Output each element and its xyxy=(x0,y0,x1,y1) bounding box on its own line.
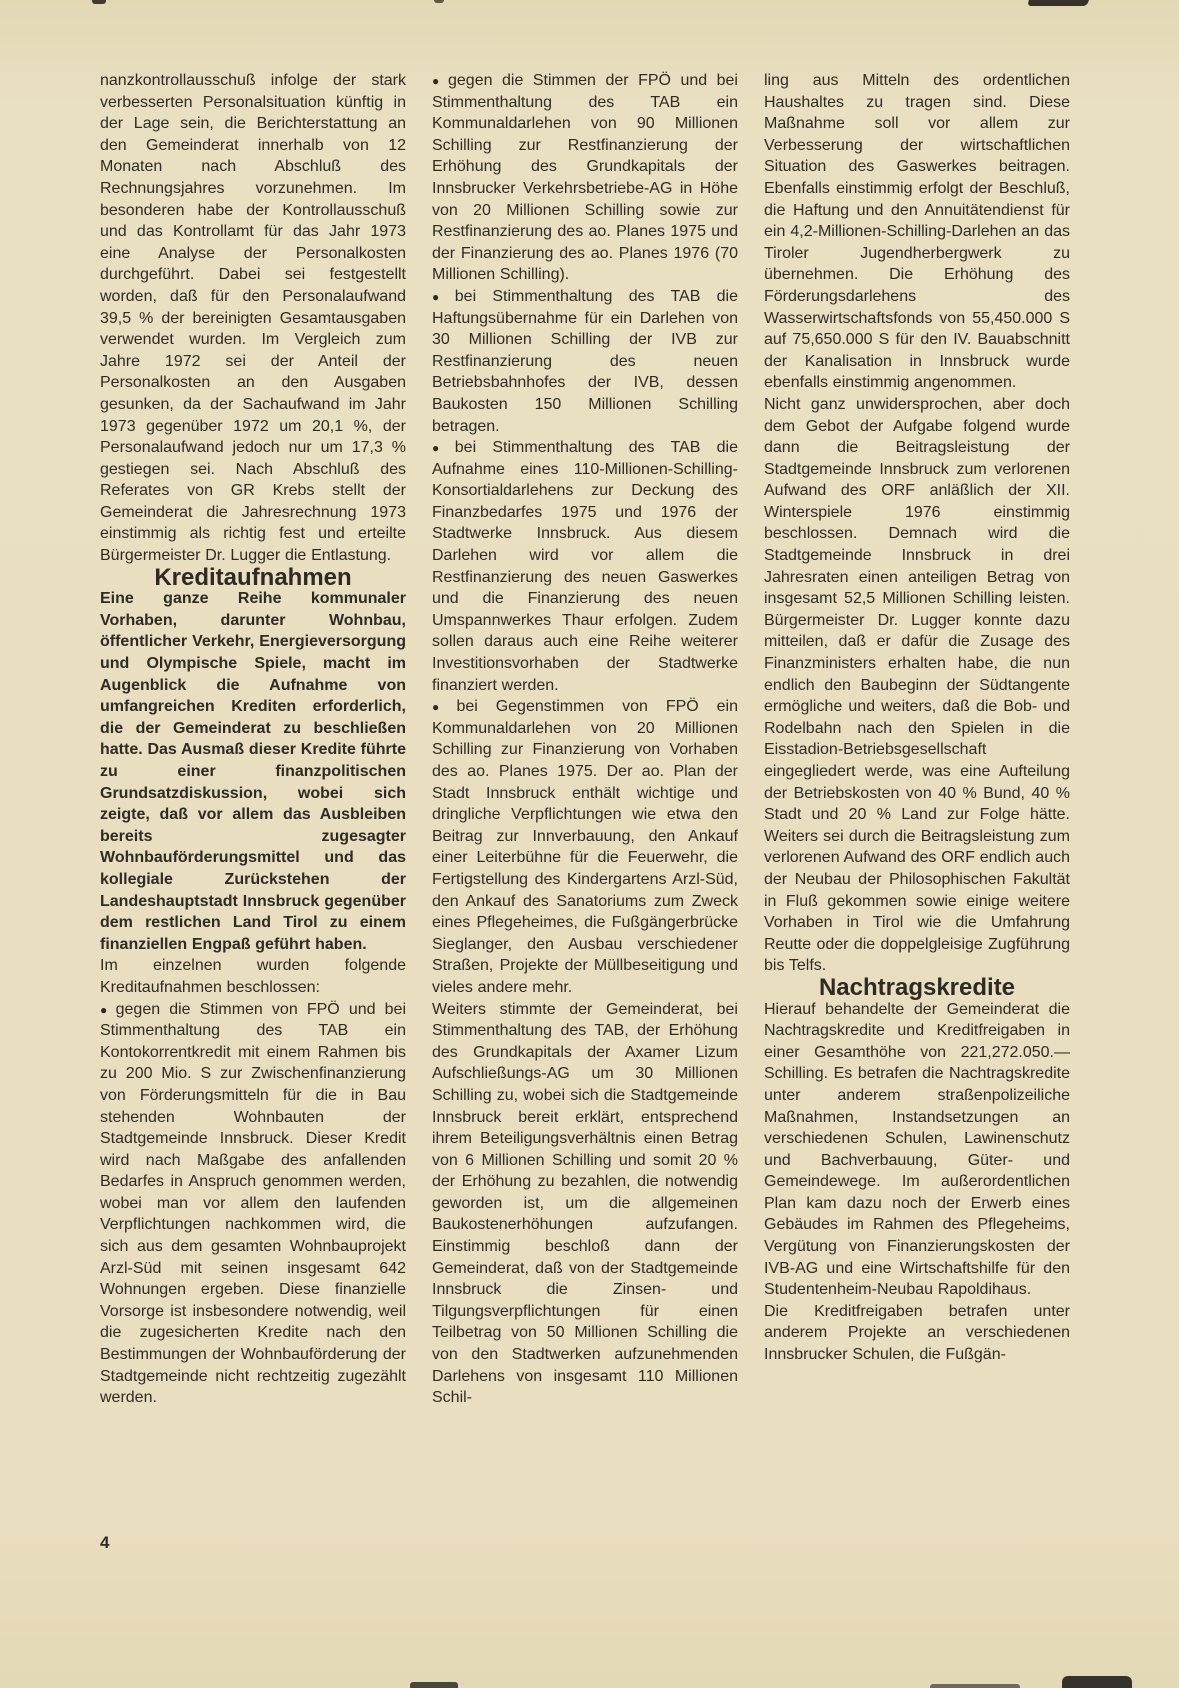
bullet-icon: ● xyxy=(432,700,453,715)
paragraph: Im einzelnen wurden folgende Kreditaufnahmen beschlossen: xyxy=(100,957,406,996)
paragraph: Hierauf behandelte der Gemeinderat die Nachtragskredite und Kreditfreigaben in einer Gesamthöhe von 221,272.050.— Schilling. Es betrafen die Nachtragskredite unter anderem straßenpolizeiliche Maßnahmen, Instandsetzungen an verschiedenen Schulen, Lawinenschutz und Bachverbauung, Güter- und Gemeindewege. Im außerordentlichen Plan kam dazu noch der Erwerb eines Gebäudes im Rahmen des Pflegeheims, Vergütung von Finanzierungskosten der IVB-AG und eine Wirtschaftshilfe für den Studentenheim-Neubau Rapoldihaus. xyxy=(764,1000,1070,1299)
text-column-2 xyxy=(432,70,738,1409)
paragraph: Nicht ganz unwidersprochen, aber doch dem Gebot der Aufgabe folgend wurde dann die Beitragsleistung der Stadtgemeinde Innsbruck zum verlorenen Aufwand des ORF anläßlich der XII. Winterspiele 1976 einstimmig beschlossen. Demnach wird die Stadtgemeinde Innsbruck in drei Jahresraten einen anteiligen Betrag von insgesamt 52,5 Millionen Schilling leisten. Bürgermeister Dr. Lugger konnte dazu mitteilen, daß er dafür die Zusage des Finanzministers erhalten habe, die nun endlich den Baubeginn der Südtangente ermögliche und weiters, daß die Bob- und Rodelbahn nach den Spielen in die Eisstadion-Betriebsgesellschaft eingegliedert werde, was eine Aufteilung der Betriebskosten von 40 % Bund, 40 % Stadt und 20 % Land zur Folge hätte. Weiters sei durch die Beitragsleistung zum verlorenen Aufwand des ORF endlich auch der Neubau der Philosophischen Fakultät in Fluß gekommen sowie einige weitere Vorhaben in Tirol wie die Umfahrung Reutte oder die doppelgleisige Zugführung bis Telfs. xyxy=(764,395,1070,975)
paragraph: Eine ganze Reihe kommunaler Vorhaben, darunter Wohnbau, öffentlicher Verkehr, Energieversorgung und Olympische Spiele, macht im Augenblick die Aufnahme von umfangreichen Krediten erforderlich, die der Gemeinderat zu beschließen hatte. Das Ausmaß dieser Kredite führte zu einer finanzpolitischen Grundsatzdiskussion, wobei sich zeigte, daß vor allem das Ausbleiben bereits zugesagter Wohnbauförderungsmittel und das kollegiale Zurückstehen der Landeshauptstadt Innsbruck gegenüber dem restlichen Land Tirol zu einem finanziellen Engpaß geführt haben. xyxy=(100,590,406,953)
paragraph: ● bei Stimmenthaltung des TAB die Aufnahme eines 110-Millionen-Schilling-Konsortialdarlehens zur Deckung des Finanzbedarfes 1975 und 1976 der Stadtwerke Innsbruck. Aus diesem Darlehen wird vor allem die Restfinanzierung des neuen Gaswerkes und die Finanzierung des neuen Umspannwerkes Thaur erfolgen. Zudem sollen daraus auch eine Reihe weiterer Investitionsvorhaben der Stadtwerke finanziert werden. xyxy=(432,439,738,694)
paragraph: nanzkontrollausschuß infolge der stark verbesserten Personalsituation künftig in der Lage sein, die Berichterstattung an den Gemeinderat innerhalb von 12 Monaten nach Abschluß des Rechnungsjahres vorzunehmen. Im besonderen habe der Kontrollausschuß und das Kontrollamt für das Jahr 1973 eine Analyse der Personalkosten durchgeführt. Dabei sei festgestellt worden, daß für den Personalaufwand 39,5 % der bereinigten Gesamtausgaben verwendet wurden. Im Vergleich zum Jahre 1972 sei der Anteil der Personalkosten an den Ausgaben gesunken, da der Sachaufwand im Jahr 1973 gegenüber 1972 um 20,1 %, der Personalaufwand jedoch nur um 17,3 % gestiegen sei. Nach Abschluß des Referates von GR Krebs stellt der Gemeinderat die Jahresrechnung 1973 einstimmig als richtig fest und erteilte Bürgermeister Dr. Lugger die Entlastung. xyxy=(100,72,406,565)
text-columns xyxy=(100,70,1070,1409)
paragraph: Weiters stimmte der Gemeinderat, bei Stimmenthaltung des TAB, der Erhöhung des Grundkapitals der Axamer Lizum Aufschließungs-AG um 30 Millionen Schilling zu, wobei sich die Stadtgemeinde Innsbruck bereit erklärt, entsprechend ihrem Beteiligungsverhältnis einen Betrag von 6 Millionen Schilling und somit 20 % der Erhöhung zu bezahlen, die notwendig geworden ist, um die allgemeinen Baukostenerhöhungen aufzufangen. Einstimmig beschloß dann der Gemeinderat, daß von der Stadtgemeinde Innsbruck die Zinsen- und Tilgungsverpflichtungen für einen Teilbetrag von 50 Millionen Schilling die von den Stadtwerken aufzunehmenden Darlehens von insgesamt 110 Millionen Schil- xyxy=(432,1000,738,1407)
bullet-icon: ● xyxy=(432,289,451,304)
section-heading: Kreditaufnahmen xyxy=(154,563,352,591)
scan-artifact xyxy=(1062,1676,1132,1688)
text-column-3 xyxy=(764,70,1070,1366)
bullet-icon: ● xyxy=(100,1002,112,1017)
scan-artifact xyxy=(434,0,444,3)
scan-artifact xyxy=(930,1684,1020,1688)
paragraph: Die Kreditfreigaben betrafen unter anderem Projekte an verschiedenen Innsbrucker Schulen, die Fußgän- xyxy=(764,1302,1070,1364)
page-number: 4 xyxy=(100,1533,110,1552)
paragraph: ● gegen die Stimmen von FPÖ und bei Stimmenthaltung des TAB ein Kontokorrentkredit mit einem Rahmen bis zu 200 Mio. S zur Zwischenfinanzierung von Förderungsmitteln für die in Bau stehenden Wohnbauten der Stadtgemeinde Innsbruck. Dieser Kredit wird nach Maßgabe des anfallenden Bedarfes in Anspruch genommen werden, wobei man vor allem den laufenden Verpflichtungen nachkommen wird, die sich aus dem gesamten Wohnbauprojekt Arzl-Süd mit seinen insgesamt 642 Wohnungen ergeben. Diese finanzielle Vorsorge ist insbesondere notwendig, weil die zugesicherten Kredite nach den Bestimmungen der Wohnbauförderung der Stadtgemeinde nicht rechtzeitig zugezählt werden. xyxy=(100,1000,406,1407)
scan-artifact xyxy=(1027,0,1089,6)
text-column-1 xyxy=(100,70,406,1409)
paragraph: ● gegen die Stimmen der FPÖ und bei Stimmenthaltung des TAB ein Kommunaldarlehen von 90 Millionen Schilling zur Restfinanzierung der Erhöhung des Grundkapitals der Innsbrucker Verkehrsbetriebe-AG in Höhe von 20 Millionen Schilling sowie zur Restfinanzierung des ao. Planes 1975 und der Finanzierung des ao. Planes 1976 (70 Millionen Schilling). xyxy=(432,72,738,284)
paragraph: ling aus Mitteln des ordentlichen Haushaltes zu tragen sind. Diese Maßnahme soll vor allem zur Verbesserung der wirtschaftlichen Situation des Gaswerkes beitragen. Ebenfalls einstimmig erfolgt der Beschluß, die Haftung und den Annuitätendienst für ein 4,2-Millionen-Schilling-Darlehen an das Tiroler Jugendherbergwerk zu übernehmen. Die Erhöhung des Förderungsdarlehens des Wasserwirtschaftsfonds von 55,450.000 S auf 75,650.000 S für den IV. Bauabschnitt der Kanalisation in Innsbruck wurde ebenfalls einstimmig angenommen. xyxy=(764,72,1070,392)
paragraph: ● bei Gegenstimmen von FPÖ ein Kommunaldarlehen von 20 Millionen Schilling zur Finanzierung von Vorhaben des ao. Planes 1975. Der ao. Plan der Stadt Innsbruck enthält wichtige und dringliche Verpflichtungen wie etwa den Beitrag zur Innverbauung, den Ankauf einer Leiterbühne für die Feuerwehr, die Fertigstellung des Kindergartens Arzl-Süd, den Ankauf des Sanatoriums zum Zweck eines Pflegeheimes, die Fußgängerbrücke Sieglanger, den Ausbau verschiedener Straßen, Projekte der Müllbeseitigung und vieles andere mehr. xyxy=(432,698,739,996)
bullet-icon: ● xyxy=(432,74,444,88)
scan-artifact xyxy=(92,0,106,4)
bullet-icon: ● xyxy=(432,441,451,456)
paragraph: ● bei Stimmenthaltung des TAB die Haftungsübernahme für ein Darlehen von 30 Millionen Schilling der IVB zur Restfinanzierung des neuen Betriebsbahnhofes der IVB, dessen Baukosten 150 Millionen Schilling betragen. xyxy=(432,287,738,435)
scan-artifact xyxy=(410,1682,458,1688)
section-heading: Nachtragskredite xyxy=(818,973,1016,1001)
